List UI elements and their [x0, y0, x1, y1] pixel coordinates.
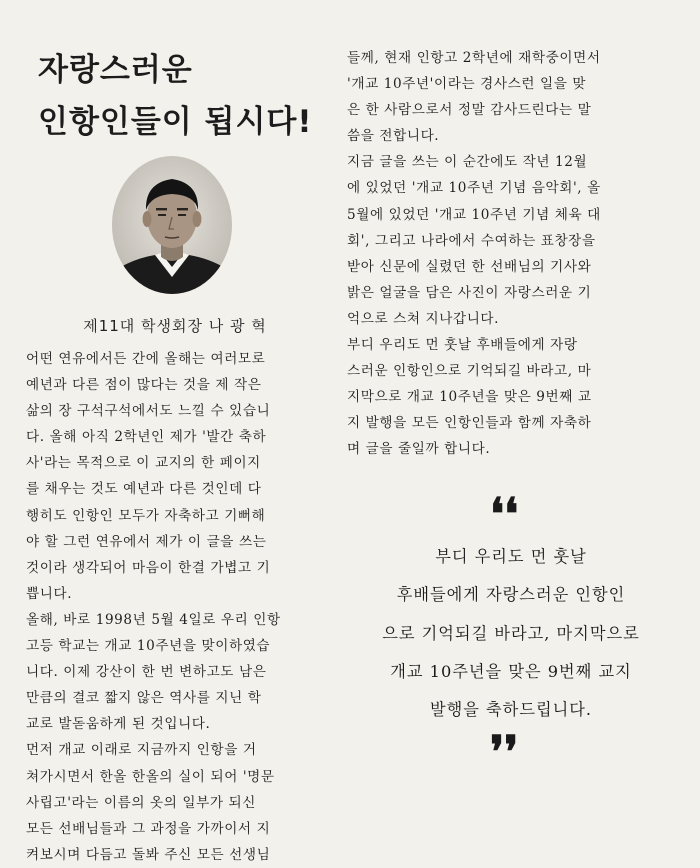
portrait-caption: 제11대 학생회장 나 광 혁 — [83, 317, 267, 335]
text-line: 부디 우리도 먼 훗날 후배들에게 자랑 — [347, 337, 578, 354]
text-line: 에 있었던 '개교 10주년 기념 음악회', 올 — [347, 180, 601, 197]
pull-quote-line: 후배들에게 자랑스러운 인항인 — [396, 585, 626, 605]
text-line: 사'라는 목적으로 이 교지의 한 페이지 — [26, 455, 261, 472]
close-quote-mark-icon: ❜❜ — [490, 727, 519, 778]
open-quote-mark-icon: ❛❛ — [490, 489, 519, 540]
text-line: 행히도 인항인 모두가 자축하고 기뻐해 — [26, 507, 266, 524]
right-column-text — [347, 45, 657, 463]
text-line: 어떤 연유에서든 간에 올해는 여러모로 — [26, 351, 266, 367]
text-line: 니다. 이제 강산이 한 번 변하고도 남은 — [26, 664, 267, 681]
text-line: 야 할 그런 연유에서 제가 이 글을 쓰는 — [26, 533, 267, 550]
student-portrait-photo — [111, 155, 233, 295]
text-line: 쳐가시면서 한올 한올의 실이 되어 '명문 — [26, 768, 275, 785]
text-line: 사립고'라는 이름의 옷의 일부가 되신 — [26, 794, 256, 811]
text-line: 를 채우는 것도 예년과 다른 것인데 다 — [26, 481, 262, 498]
text-line: 예년과 다른 점이 많다는 것을 제 작은 — [26, 377, 262, 394]
text-line: 고등 학교는 개교 10주년을 맞이하였습 — [26, 638, 271, 655]
text-line: 지 발행을 모든 인항인들과 함께 자축하 — [347, 415, 592, 432]
text-line: 만큼의 결코 짧지 않은 역사를 지닌 학 — [26, 690, 262, 707]
text-line: 켜보시며 다듬고 돌봐 주신 모든 선생님 — [26, 846, 271, 863]
pull-quote-line: 개교 10주년을 맞은 9번째 교지 — [390, 661, 632, 681]
text-line: 밝은 얼굴을 담은 사진이 자랑스러운 기 — [347, 284, 592, 301]
text-line: 모든 선배님들과 그 과정을 가까이서 지 — [26, 820, 271, 837]
text-line: 교로 발돋움하게 된 것입니다. — [26, 716, 211, 733]
left-column-text — [26, 346, 326, 868]
text-line: 지금 글을 쓰는 이 순간에도 작년 12월 — [347, 154, 588, 171]
text-line: 삶의 장 구석구석에서도 느낄 수 있습니 — [26, 403, 271, 420]
text-line: 받아 신문에 실렸던 한 선배님의 기사와 — [347, 258, 592, 275]
text-line: 지막으로 개교 10주년을 맞은 9번째 교 — [347, 389, 592, 406]
pull-quote-line: 으로 기억되길 바라고, 마지막으로 — [382, 623, 640, 643]
text-line: 며 글을 줄일까 합니다. — [347, 441, 491, 458]
text-line: 은 한 사람으로서 정말 감사드린다는 말 — [347, 102, 592, 119]
text-line: 회', 그리고 나라에서 수여하는 표창장을 — [347, 232, 596, 249]
text-line: 5월에 있었던 '개교 10주년 기념 체육 대 — [347, 206, 601, 223]
text-line: 다. 올해 아직 2학년인 제가 '발간 축하 — [26, 429, 267, 446]
text-line: 올해, 바로 1998년 5월 4일로 우리 인항 — [26, 611, 281, 628]
text-line: '개교 10주년'이라는 경사스런 일을 맞 — [347, 76, 587, 93]
title-line-2: 인항인들이 됩시다! — [38, 104, 313, 140]
text-line: 스러운 인항인으로 기억되길 바라고, 마 — [347, 363, 592, 380]
pull-quote — [346, 538, 676, 729]
text-line: 것이라 생각되어 마음이 한결 가볍고 기 — [26, 559, 271, 576]
text-line: 먼저 개교 이래로 지금까지 인항을 거 — [26, 742, 257, 759]
text-line: 들께, 현재 인항고 2학년에 재학중이면서 — [347, 50, 601, 66]
pull-quote-line: 발행을 축하드립니다. — [429, 700, 593, 720]
article-title — [38, 44, 313, 148]
text-line: 쁩니다. — [26, 585, 73, 602]
pull-quote-line: 부디 우리도 먼 훗날 — [435, 547, 587, 566]
text-line: 씀을 전합니다. — [347, 128, 440, 145]
title-line-1: 자랑스러운 — [38, 52, 193, 88]
text-line: 억으로 스쳐 지나갑니다. — [347, 310, 500, 327]
